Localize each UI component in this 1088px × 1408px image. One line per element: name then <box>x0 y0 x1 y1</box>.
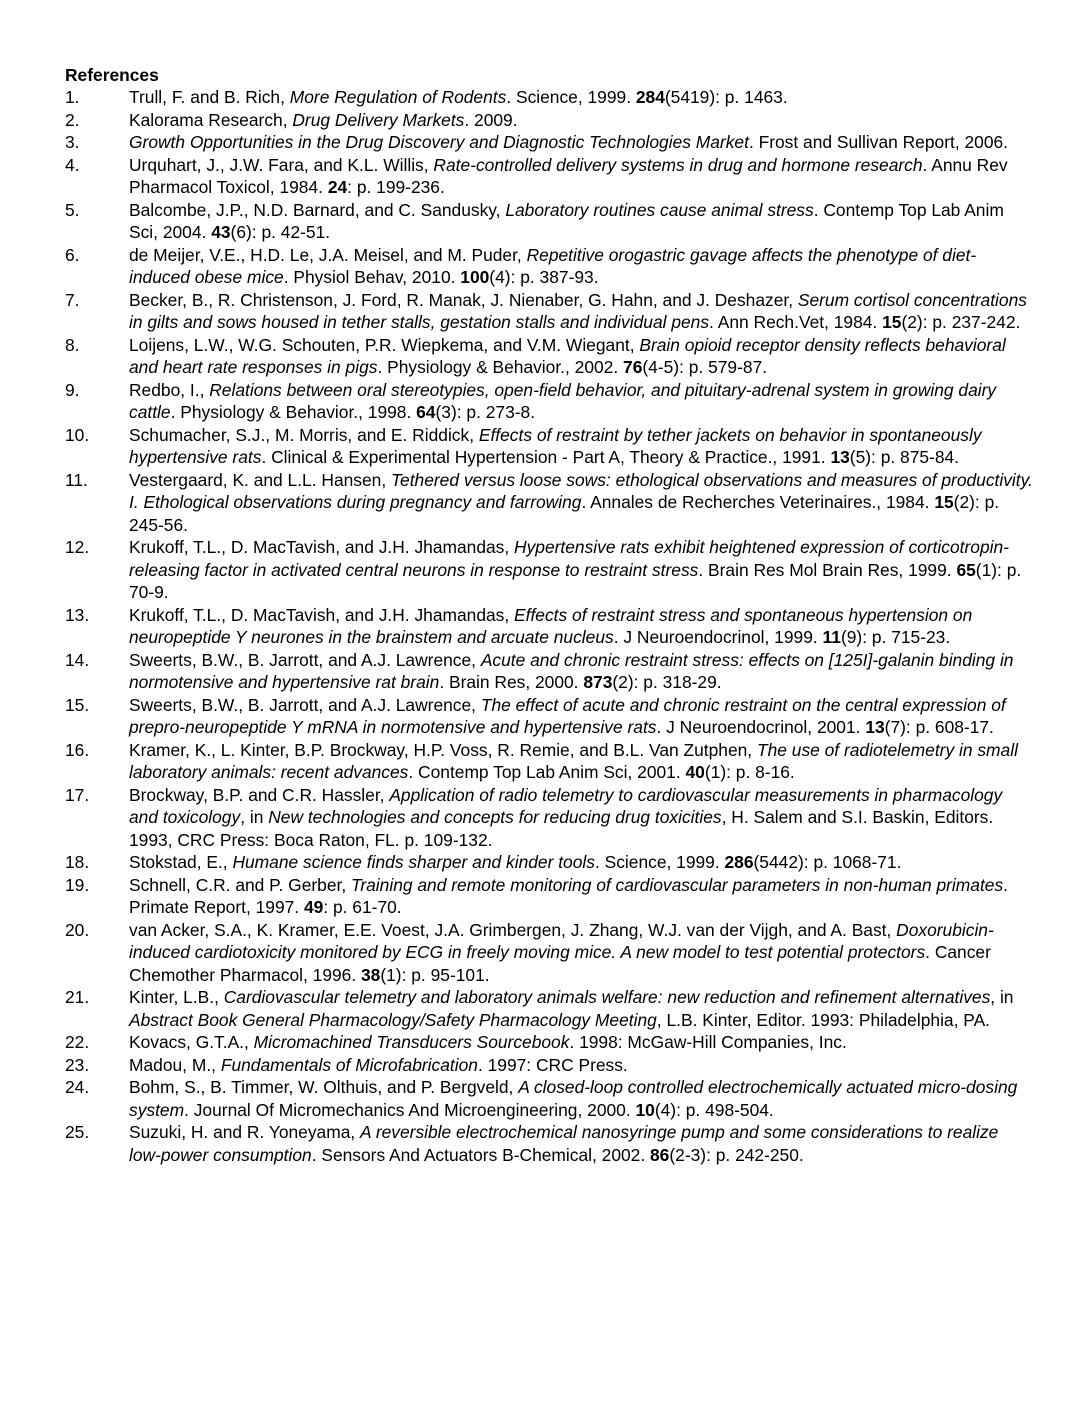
reference-title: New technologies and concepts for reducing drug toxicities <box>268 807 722 827</box>
reference-volume: 10 <box>635 1099 655 1120</box>
reference-title: Drug Delivery Markets <box>292 109 465 130</box>
reference-title: Humane science finds sharper and kinder tools <box>232 852 595 872</box>
reference-title: A closed-loop controlled electrochemically actuated micro-dosing system <box>129 1077 1018 1120</box>
reference-item <box>0 86 1088 109</box>
reference-text <box>129 379 1034 424</box>
reference-text <box>129 1121 1034 1166</box>
reference-segment: (2): p. 318-29. <box>612 672 722 692</box>
reference-text <box>129 469 1034 537</box>
reference-segment: . Contemp Top Lab Anim Sci, 2001. <box>408 762 686 782</box>
reference-segment: Redbo, I., <box>129 379 210 400</box>
reference-segment: . Ann Rech.Vet, 1984. <box>709 312 883 332</box>
reference-title: Growth Opportunities in the Drug Discovery and Diagnostic Technologies Market <box>129 132 749 152</box>
reference-segment: . J Neuroendocrinol, 1999. <box>613 627 823 647</box>
reference-segment: Suzuki, H. and R. Yoneyama, <box>129 1122 361 1142</box>
reference-text <box>129 109 1034 132</box>
reference-text <box>129 739 1034 784</box>
reference-number: 24. <box>65 1077 90 1097</box>
reference-item <box>0 244 1088 289</box>
reference-text <box>129 199 1034 244</box>
reference-text <box>129 1054 1034 1077</box>
reference-title: More Regulation of Rodents <box>289 87 507 107</box>
reference-text <box>129 86 1034 109</box>
reference-segment: Krukoff, T.L., D. MacTavish, and J.H. Jhamandas, <box>129 537 515 557</box>
reference-number: 20. <box>65 919 90 940</box>
reference-segment: . Clinical & Experimental Hypertension - Part A, Theory & Practice., 1991. <box>261 447 831 467</box>
reference-title: Fundamentals of Microfabrication <box>220 1054 478 1075</box>
reference-item <box>0 919 1088 987</box>
reference-segment: : p. 199-236. <box>347 177 445 197</box>
reference-segment: . Science, 1999. <box>506 87 636 107</box>
reference-segment: : p. 61-70. <box>323 897 402 917</box>
reference-item <box>0 874 1088 919</box>
reference-segment: Vestergaard, K. and L.L. Hansen, <box>129 469 391 490</box>
reference-segment: . Science, 1999. <box>594 852 725 872</box>
reference-segment: , in <box>240 807 269 827</box>
reference-segment: . Physiology & Behavior., 1998. <box>170 402 417 422</box>
reference-segment: . Frost and Sullivan Report, 2006. <box>748 132 1009 152</box>
reference-title: Training and remote monitoring of cardiovascular parameters in non-human primates <box>351 874 1004 895</box>
reference-segment: Brockway, B.P. and C.R. Hassler, <box>129 784 390 805</box>
reference-item <box>0 109 1088 132</box>
reference-item <box>0 424 1088 469</box>
reference-volume: 13 <box>830 447 850 467</box>
reference-number: 3. <box>65 132 80 152</box>
reference-item <box>0 154 1088 199</box>
reference-item <box>0 986 1088 1031</box>
reference-item <box>0 536 1088 604</box>
reference-title: Repetitive orogastric gavage affects the phenotype of diet-induced obese mice <box>129 244 977 287</box>
reference-volume: 11 <box>822 627 841 647</box>
reference-volume: 873 <box>583 672 613 692</box>
reference-segment: Kovacs, G.T.A., <box>129 1032 254 1052</box>
reference-number: 7. <box>65 289 80 310</box>
reference-segment: . Primate Report, 1997. <box>129 874 1008 917</box>
reference-volume: 49 <box>303 897 324 917</box>
reference-segment: (1): p. 70-9. <box>129 559 1022 602</box>
reference-volume: 15 <box>934 492 954 512</box>
reference-item <box>0 334 1088 379</box>
reference-segment: . 2009. <box>464 109 518 130</box>
reference-item <box>0 131 1088 154</box>
reference-segment: Loijens, L.W., W.G. Schouten, P.R. Wiepkema, and V.M. Wiegant, <box>129 334 640 355</box>
reference-segment: (5419): p. 1463. <box>664 87 788 107</box>
reference-number: 11. <box>65 469 88 490</box>
reference-list <box>0 86 1088 1166</box>
reference-number: 1. <box>65 87 80 107</box>
reference-number: 17. <box>65 784 90 805</box>
reference-volume: 38 <box>361 964 381 985</box>
reference-text <box>129 289 1034 334</box>
reference-segment: (7): p. 608-17. <box>884 717 994 737</box>
reference-text <box>129 536 1034 604</box>
reference-segment: Bohm, S., B. Timmer, W. Olthuis, and P. Bergveld, <box>129 1077 519 1097</box>
reference-item <box>0 739 1088 784</box>
reference-segment: , H. Salem and S.I. Baskin, Editors. 1993, CRC Press: Boca Raton, FL. p. 109-132. <box>129 807 994 850</box>
reference-segment: (3): p. 273-8. <box>435 402 536 422</box>
reference-item <box>0 649 1088 694</box>
reference-segment: . Journal Of Micromechanics And Microengineering, 2000. <box>184 1099 636 1120</box>
reference-item <box>0 1076 1088 1121</box>
reference-text <box>129 694 1034 739</box>
reference-number: 2. <box>65 109 80 130</box>
reference-item <box>0 1054 1088 1077</box>
reference-segment: Kalorama Research, <box>129 109 293 130</box>
reference-segment: (5442): p. 1068-71. <box>753 852 902 872</box>
reference-segment: . Contemp Top Lab Anim Sci, 2004. <box>129 199 1004 242</box>
reference-segment: Schumacher, S.J., M. Morris, and E. Riddick, <box>129 424 479 445</box>
reference-title: Micromachined Transducers Sourcebook <box>253 1032 570 1052</box>
reference-text <box>129 784 1034 852</box>
reference-title: Serum cortisol concentrations in gilts and sows housed in tether stalls, gestation stalls and individual pens <box>129 289 1027 332</box>
reference-text <box>129 131 1034 154</box>
reference-number: 13. <box>65 604 90 625</box>
reference-number: 10. <box>65 424 90 445</box>
reference-title: The effect of acute and chronic restraint on the central expression of prepro-neuropeptide Y mRNA in normotensive and hypertensive rats <box>129 694 1006 737</box>
reference-text <box>129 244 1034 289</box>
reference-segment: (4): p. 498-504. <box>654 1099 774 1120</box>
reference-segment: (1): p. 8-16. <box>704 762 795 782</box>
reference-number: 6. <box>65 244 80 265</box>
reference-segment: Madou, M., <box>129 1054 221 1075</box>
reference-segment: Kinter, L.B., <box>129 987 224 1007</box>
reference-segment: , L.B. Kinter, Editor. 1993: Philadelphia, PA. <box>656 1009 991 1030</box>
reference-segment: . J Neuroendocrinol, 2001. <box>656 717 866 737</box>
reference-title: Effects of restraint by tether jackets on behavior in spontaneously hypertensive rats <box>129 424 982 467</box>
reference-volume: 64 <box>416 402 436 422</box>
reference-segment: Balcombe, J.P., N.D. Barnard, and C. Sandusky, <box>129 199 506 220</box>
reference-segment: (4-5): p. 579-87. <box>642 357 768 377</box>
reference-title: Cardiovascular telemetry and laboratory animals welfare: new reduction and refinement alternatives <box>223 987 991 1007</box>
reference-title: Relations between oral stereotypies, open-field behavior, and pituitary-adrenal system in growing dairy cattle <box>129 379 997 422</box>
reference-volume: 15 <box>882 312 902 332</box>
reference-number: 19. <box>65 874 90 895</box>
reference-segment: (2-3): p. 242-250. <box>669 1144 804 1165</box>
reference-item <box>0 379 1088 424</box>
reference-title: A reversible electrochemical nanosyringe pump and some considerations to realize low-power consumption <box>129 1122 999 1165</box>
reference-segment: (4): p. 387-93. <box>489 267 599 287</box>
reference-text <box>129 604 1034 649</box>
reference-segment: Krukoff, T.L., D. MacTavish, and J.H. Jhamandas, <box>129 604 515 625</box>
reference-number: 8. <box>65 334 80 355</box>
reference-item <box>0 694 1088 739</box>
reference-item <box>0 1121 1088 1166</box>
reference-segment: , in <box>990 987 1014 1007</box>
reference-segment: . 1997: CRC Press. <box>477 1054 628 1075</box>
reference-number: 15. <box>65 694 90 715</box>
reference-segment: (1): p. 95-101. <box>380 964 490 985</box>
reference-volume: 286 <box>724 852 754 872</box>
reference-title: Doxorubicin-induced cardiotoxicity monitored by ECG in freely moving mice. A new model to test potential protectors <box>129 919 994 962</box>
references-heading: References <box>65 65 159 85</box>
reference-number: 22. <box>65 1032 90 1052</box>
reference-segment: Kramer, K., L. Kinter, B.P. Brockway, H.P. Voss, R. Remie, and B.L. Van Zutphen, <box>129 739 757 760</box>
reference-item <box>0 289 1088 334</box>
reference-segment: . Brain Res, 2000. <box>439 672 584 692</box>
reference-number: 16. <box>65 739 90 760</box>
reference-text <box>129 424 1034 469</box>
reference-number: 18. <box>65 852 90 872</box>
reference-segment: Becker, B., R. Christenson, J. Ford, R. Manak, J. Nienaber, G. Hahn, and J. Deshazer, <box>129 289 798 310</box>
reference-title: Abstract Book General Pharmacology/Safety Pharmacology Meeting <box>129 1009 657 1030</box>
reference-volume: 40 <box>685 762 705 782</box>
reference-segment: . Physiology & Behavior., 2002. <box>377 357 624 377</box>
reference-title: The use of radiotelemetry in small laboratory animals: recent advances <box>129 739 1018 782</box>
reference-title: Acute and chronic restraint stress: effects on [125I]-galanin binding in normotensive and hypertensive rat brain <box>129 649 1014 692</box>
reference-text <box>129 154 1034 199</box>
reference-text <box>129 986 1034 1031</box>
reference-segment: (5): p. 875-84. <box>849 447 960 467</box>
reference-volume: 76 <box>623 357 643 377</box>
reference-segment: . Annales de Recherches Veterinaires., 1984. <box>581 492 935 512</box>
reference-volume: 100 <box>460 267 490 287</box>
reference-number: 25. <box>65 1122 90 1142</box>
reference-item <box>0 199 1088 244</box>
reference-text <box>129 334 1034 379</box>
reference-segment: Sweerts, B.W., B. Jarrott, and A.J. Lawrence, <box>129 694 481 715</box>
reference-text <box>129 874 1034 919</box>
reference-item <box>0 784 1088 852</box>
reference-title: Brain opioid receptor density reflects behavioral and heart rate responses in pigs <box>129 334 1006 377</box>
reference-volume: 43 <box>211 222 231 242</box>
reference-item <box>0 1031 1088 1054</box>
reference-text <box>129 1076 1034 1121</box>
reference-title: Effects of restraint stress and spontaneous hypertension on neuropeptide Y neurones in the brainstem and arcuate nucleus <box>129 604 973 647</box>
reference-segment: . Cancer Chemother Pharmacol, 1996. <box>129 942 991 985</box>
reference-title: Rate-controlled delivery systems in drug and hormone research <box>433 154 923 175</box>
reference-number: 9. <box>65 379 80 400</box>
reference-segment: (9): p. 715-23. <box>840 627 951 647</box>
reference-text <box>129 919 1034 987</box>
reference-segment: (2): p. 237-242. <box>901 312 1021 332</box>
reference-item <box>0 604 1088 649</box>
reference-number: 12. <box>65 537 90 557</box>
reference-text <box>129 1031 1034 1054</box>
reference-volume: 24 <box>327 177 348 197</box>
reference-volume: 86 <box>650 1144 670 1165</box>
reference-segment: . Physiol Behav, 2010. <box>283 267 461 287</box>
reference-segment: . Sensors And Actuators B-Chemical, 2002. <box>311 1144 651 1165</box>
reference-volume: 65 <box>956 559 976 580</box>
reference-title: Tethered versus loose sows: ethological observations and measures of productivity. I. Ethological observations during pregnancy and farrowing <box>129 469 1033 512</box>
reference-segment: de Meijer, V.E., H.D. Le, J.A. Meisel, and M. Puder, <box>129 244 527 265</box>
reference-title: Application of radio telemetry to cardiovascular measurements in pharmacology and toxicology <box>129 784 1003 827</box>
reference-title: Hypertensive rats exhibit heightened expression of corticotropin-releasing factor in activated central neurons in response to restraint stress <box>129 537 1009 580</box>
reference-item <box>0 469 1088 537</box>
reference-text <box>129 851 1034 874</box>
reference-number: 5. <box>65 199 80 220</box>
reference-segment: Schnell, C.R. and P. Gerber, <box>129 874 352 895</box>
reference-title: Laboratory routines cause animal stress <box>505 199 814 220</box>
reference-item <box>0 851 1088 874</box>
reference-segment: Sweerts, B.W., B. Jarrott, and A.J. Lawrence, <box>129 649 481 670</box>
reference-segment: . Brain Res Mol Brain Res, 1999. <box>698 559 957 580</box>
reference-segment: Urquhart, J., J.W. Fara, and K.L. Willis, <box>129 154 434 175</box>
reference-volume: 284 <box>635 87 665 107</box>
reference-segment: (6): p. 42-51. <box>230 222 331 242</box>
reference-volume: 13 <box>865 717 885 737</box>
reference-number: 23. <box>65 1054 90 1075</box>
reference-number: 14. <box>65 649 90 670</box>
reference-number: 4. <box>65 154 80 175</box>
reference-segment: van Acker, S.A., K. Kramer, E.E. Voest, J.A. Grimbergen, J. Zhang, W.J. van der Vijgh, and A. Bast, <box>129 919 897 940</box>
reference-segment: Stokstad, E., <box>129 852 233 872</box>
reference-number: 21. <box>65 987 90 1007</box>
reference-segment: . Annu Rev Pharmacol Toxicol, 1984. <box>129 154 1008 197</box>
reference-segment: (2): p. 245-56. <box>129 492 1000 535</box>
reference-segment: Trull, F. and B. Rich, <box>129 87 290 107</box>
reference-text <box>129 649 1034 694</box>
reference-segment: . 1998: McGaw-Hill Companies, Inc. <box>569 1032 847 1052</box>
